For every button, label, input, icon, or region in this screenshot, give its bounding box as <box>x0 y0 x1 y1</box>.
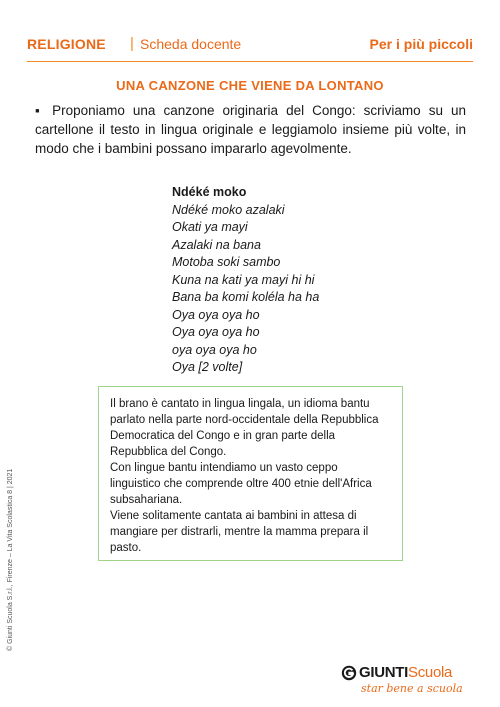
song-line: Azalaki na bana <box>172 237 261 252</box>
logo-brand-part2: Scuola <box>408 664 453 681</box>
song-title: Ndéké moko <box>172 185 247 199</box>
info-box <box>98 386 403 561</box>
info-paragraph: Il brano è cantato in lingua lingala, un idioma bantu parlato nella parte nord-occidentale della Repubblica Democratica del Congo e in gran parte della Repubblica del Congo. <box>110 398 379 458</box>
document-type-label: Scheda docente <box>140 36 242 52</box>
song-line: Okati ya mayi <box>172 220 248 234</box>
song-line: oya oya oya ho <box>172 342 257 357</box>
info-paragraph: Viene solitamente cantata ai bambini in attesa di mangiare per distrarli, mentre la mamma prepara il pasto. <box>110 510 369 554</box>
song-lyrics <box>172 184 319 377</box>
logo-wordmark <box>359 664 452 681</box>
song-line: Bana ba komi koléla ha ha <box>172 290 320 304</box>
page-header <box>27 34 473 62</box>
song-line: Kuna na kati ya mayi hi hi <box>172 272 315 287</box>
song-line: Ndéké moko azalaki <box>172 202 285 217</box>
logo-tagline: star bene a scuola <box>361 682 463 695</box>
giunti-g-icon <box>341 665 357 681</box>
song-line: Oya [2 volte] <box>172 360 243 374</box>
song-line: Oya oya oya ho <box>172 325 260 339</box>
logo-brand-part1: GIUNTI <box>359 664 409 681</box>
subject-label: RELIGIONE <box>27 36 106 52</box>
info-paragraph: Con lingue bantu intendiamo un vasto ceppo linguistico che comprende oltre 400 etnie dell'Africa subsahariana. <box>110 462 372 506</box>
copyright-credit: © Giunti Scuola S.r.l., Firenze – La Vita Scolastica 8 | 2021 <box>7 468 14 651</box>
header-divider: | <box>130 35 134 52</box>
song-line: Motoba soki sambo <box>172 255 281 269</box>
intro-paragraph: ▪ Proponiamo una canzone originaria del Congo: scriviamo su un cartellone il testo in lingua originale e leggiamolo insieme più volte, in modo che i bambini possano impararlo agevolmente. <box>35 103 466 156</box>
page-title: UNA CANZONE CHE VIENE DA LONTANO <box>116 78 384 93</box>
publisher-logo <box>340 664 475 702</box>
song-line: Oya oya oya ho <box>172 307 260 322</box>
audience-level-label: Per i più piccoli <box>369 36 473 52</box>
